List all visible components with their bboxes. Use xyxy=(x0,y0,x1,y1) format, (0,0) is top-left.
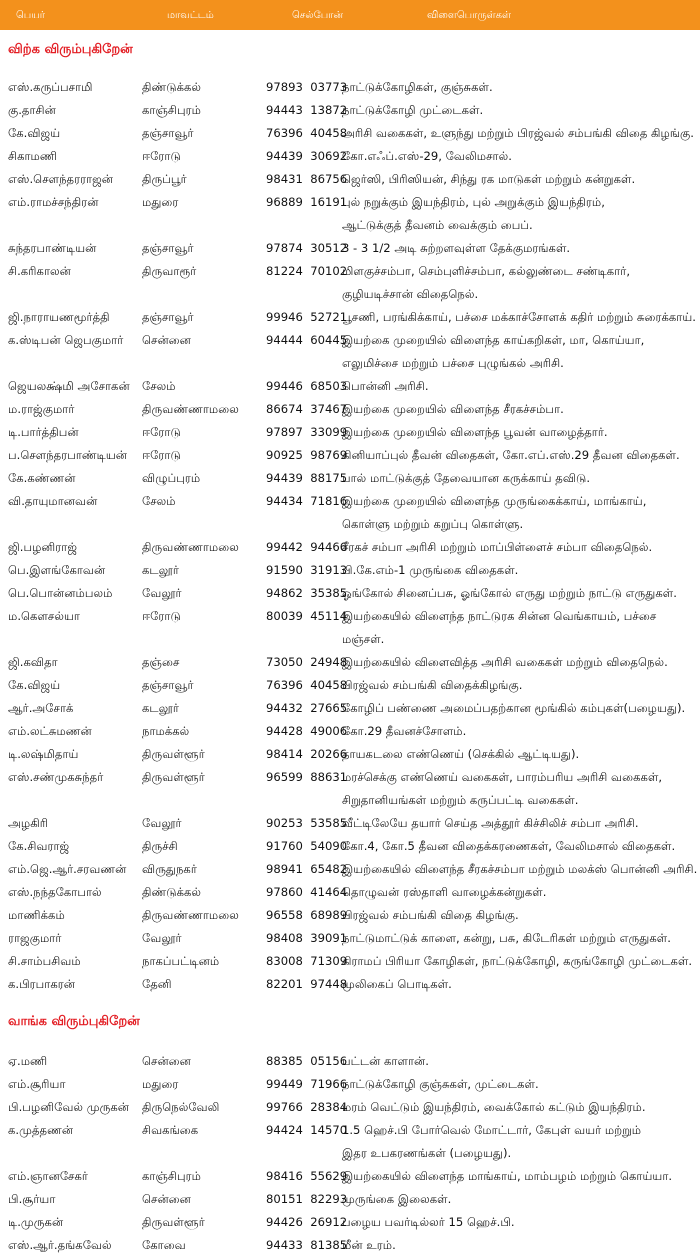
listing-row xyxy=(0,191,700,237)
product-description: ஜெர்ஸி, பிரிஸியன், சிந்து ரக மாடுகள் மற்றும் கன்றுகள். xyxy=(342,172,636,186)
seller-name: ஏ.மணி xyxy=(8,1054,48,1068)
listing-row xyxy=(0,329,700,375)
phone-number: 96599 88631 xyxy=(266,770,348,784)
listing-row xyxy=(0,145,700,168)
product-description: கோ.4, கோ.5 தீவன விதைக்கரணைகள், வேலிமசால் விதைகள். xyxy=(342,839,676,853)
product-description: பிரஜ்வல் சம்பங்கி விதை கிழங்கு. xyxy=(342,908,519,922)
phone-number: 90253 53585 xyxy=(266,816,348,830)
listing-row xyxy=(0,122,700,145)
listing-row xyxy=(0,674,700,697)
seller-name: எம்.ஜெ.ஆர்.சரவணன் xyxy=(8,862,127,876)
listing-row xyxy=(0,697,700,720)
product-description: கிராமப் பிரியா கோழிகள், நாட்டுக்கோழி, கருங்கோழி முட்டைகள். xyxy=(342,954,693,968)
phone-number: 94424 14570 xyxy=(266,1123,348,1137)
phone-number: 99442 94466 xyxy=(266,540,348,554)
district: சேலம் xyxy=(142,379,176,393)
district: சேலம் xyxy=(142,494,176,508)
product-description: மூலிகைப் பொடிகள். xyxy=(342,977,452,991)
seller-name: கே.விஜய் xyxy=(8,678,61,692)
phone-number: 94444 60445 xyxy=(266,333,348,347)
seller-name: ஜி.நாராயணமூர்த்தி xyxy=(8,310,110,324)
product-description: மீன் உரம். xyxy=(342,1238,396,1252)
phone-number: 99946 52721 xyxy=(266,310,348,324)
seller-name: கே.கண்ணன் xyxy=(8,471,76,485)
district: வேலூர் xyxy=(142,586,182,600)
listing-row xyxy=(0,444,700,467)
listing-row xyxy=(0,1165,700,1188)
listing-row xyxy=(0,582,700,605)
seller-name: வி.தாயுமானவன் xyxy=(8,494,98,508)
listing-row xyxy=(0,168,700,191)
district: மதுரை xyxy=(142,1077,179,1091)
listing-row xyxy=(0,260,700,306)
product-description: புல் நறுக்கும் இயந்திரம், புல் அறுக்கும் இயந்திரம், ஆட்டுக்குத் தீவனம் வைக்கும் பைப். xyxy=(342,195,605,232)
seller-name: சுந்தரபாண்டியன் xyxy=(8,241,97,255)
product-description: பொன்னி அரிசி. xyxy=(342,379,429,393)
phone-number: 91760 54090 xyxy=(266,839,348,853)
product-description: பால் மாட்டுக்குத் தேவையான கருக்காய் தவிடு. xyxy=(342,471,591,485)
product-description: தொழுவன் ரஸ்தாளி வாழைக்கன்றுகள். xyxy=(342,885,547,899)
district: காஞ்சிபுரம் xyxy=(142,103,201,117)
seller-name: ப.சௌந்தரபாண்டியன் xyxy=(8,448,128,462)
district: ஈரோடு xyxy=(142,149,181,163)
phone-number: 80151 82293 xyxy=(266,1192,348,1206)
seller-name: டி.பார்த்திபன் xyxy=(8,425,79,439)
product-description: இயற்கையில் விளைந்த நாட்டுரக சின்ன வெங்காயம், பச்சை மஞ்சள். xyxy=(342,609,657,646)
phone-number: 96889 16191 xyxy=(266,195,348,209)
phone-number: 94439 88175 xyxy=(266,471,348,485)
listing-row xyxy=(0,973,700,996)
phone-number: 96558 68989 xyxy=(266,908,348,922)
product-description: இயற்கையில் விளைந்த சீரகச்சம்பா மற்றும் மலக்ஸ் பொன்னி அரிசி. xyxy=(342,862,698,876)
listing-row xyxy=(0,1188,700,1211)
seller-name: எஸ்.ஆர்.தங்கவேல் xyxy=(8,1238,112,1252)
header-district: மாவட்டம் xyxy=(167,10,214,21)
product-description: வீட்டிலேயே தயார் செய்த அத்தூர் கிச்சிலிச் சம்பா அரிசி. xyxy=(342,816,639,830)
phone-number: 97860 41464 xyxy=(266,885,348,899)
listing-row xyxy=(0,651,700,674)
product-description: நாட்டுமாட்டுக் காளை, கன்று, பசு, கிடேரிகள் மற்றும் எருதுகள். xyxy=(342,931,671,945)
district: கடலூர் xyxy=(142,563,179,577)
product-description: பி.கே.எம்-1 முருங்கை விதைகள். xyxy=(342,563,519,577)
district: காஞ்சிபுரம் xyxy=(142,1169,201,1183)
seller-name: எஸ்.நந்தகோபால் xyxy=(8,885,102,899)
district: தஞ்சாவூர் xyxy=(142,126,194,140)
seller-name: ம.ராஜ்குமார் xyxy=(8,402,75,416)
district: திருவள்ளூர் xyxy=(142,747,205,761)
seller-name: டி.லஷ்மிதாய் xyxy=(8,747,79,761)
district: தஞ்சாவூர் xyxy=(142,310,194,324)
phone-number: 91590 31913 xyxy=(266,563,348,577)
seller-name: எம்.ராமச்சந்திரன் xyxy=(8,195,99,209)
phone-number: 94433 81385 xyxy=(266,1238,348,1252)
district: வேலூர் xyxy=(142,931,182,945)
seller-name: எம்.ஞானசேகர் xyxy=(8,1169,88,1183)
product-description: இயற்கையில் விளைந்த மாங்காய், மாம்பழம் மற்றும் கொய்யா. xyxy=(342,1169,673,1183)
phone-number: 97874 30512 xyxy=(266,241,348,255)
product-description: கோழிப் பண்ணை அமைப்பதற்கான மூங்கில் கம்புகள்(பழையது). xyxy=(342,701,686,715)
product-description: மரம் வெட்டும் இயந்திரம், வைக்கோல் கட்டும் இயந்திரம். xyxy=(342,1100,646,1114)
phone-number: 94439 30692 xyxy=(266,149,348,163)
listing-row xyxy=(0,306,700,329)
district: தேனி xyxy=(142,977,172,991)
buy-section-title: வாங்க விரும்புகிறேன் xyxy=(8,1014,140,1029)
phone-number: 86674 37467 xyxy=(266,402,348,416)
phone-number: 88385 05156 xyxy=(266,1054,348,1068)
district: மதுரை xyxy=(142,195,179,209)
district: வேலூர் xyxy=(142,816,182,830)
seller-name: ஜெயலக்ஷ்மி அசோகன் xyxy=(8,379,130,393)
seller-name: எஸ்.சண்முகசுந்தர் xyxy=(8,770,104,784)
phone-number: 94432 27665 xyxy=(266,701,348,715)
district: திருவண்ணாமலை xyxy=(142,402,239,416)
seller-name: ஆர்.அசோக் xyxy=(8,701,74,715)
district: திருநெல்வேலி xyxy=(142,1100,220,1114)
seller-name: எம்.லட்சுமணன் xyxy=(8,724,92,738)
district: திருவண்ணாமலை xyxy=(142,908,239,922)
listing-row xyxy=(0,950,700,973)
seller-name: கு.தாசின் xyxy=(8,103,56,117)
header-name: பெயர் xyxy=(16,10,46,21)
product-description: இயற்கை முறையில் விளைந்த பூவன் வாழைத்தார். xyxy=(342,425,608,439)
listing-row xyxy=(0,1096,700,1119)
product-description: முருங்கை இலைகள். xyxy=(342,1192,452,1206)
product-description: இயற்கை முறையில் விளைந்த சீரகச்சம்பா. xyxy=(342,402,564,416)
product-description: பூசணி, பரங்கிக்காய், பச்சை மக்காச்சோளக் கதிர் மற்றும் சுரைக்காய். xyxy=(342,310,696,324)
phone-number: 94862 35385 xyxy=(266,586,348,600)
district: விழுப்புரம் xyxy=(142,471,201,485)
seller-name: பெ.இளங்கோவன் xyxy=(8,563,106,577)
seller-name: எஸ்.கருப்பசாமி xyxy=(8,80,93,94)
listing-row xyxy=(0,237,700,260)
district: ஈரோடு xyxy=(142,425,181,439)
listing-row xyxy=(0,1073,700,1096)
product-description: இயற்கையில் விளைவித்த அரிசி வகைகள் மற்றும் விதைநெல். xyxy=(342,655,668,669)
listing-row xyxy=(0,904,700,927)
product-description: கினியாப்புல் தீவன் விதைகள், கோ.எப்.எஸ்.29 தீவன விதைகள். xyxy=(342,448,680,462)
district: சென்னை xyxy=(142,333,191,347)
column-header-bar xyxy=(0,0,700,30)
product-description: நாட்டுக்கோழி முட்டைகள். xyxy=(342,103,484,117)
listing-row xyxy=(0,812,700,835)
header-phone: செல்போன் xyxy=(292,10,344,21)
header-items: விளைபொருள்கள் xyxy=(427,10,512,21)
seller-name: ஜி.கவிதா xyxy=(8,655,58,669)
phone-number: 94434 71816 xyxy=(266,494,348,508)
product-description: அரிசி வகைகள், உளுந்து மற்றும் பிரஜ்வல் சம்பங்கி விதை கிழங்கு. xyxy=(342,126,694,140)
phone-number: 99449 71966 xyxy=(266,1077,348,1091)
district: நாகப்பட்டினம் xyxy=(142,954,220,968)
phone-number: 94426 26912 xyxy=(266,1215,348,1229)
seller-name: அழகிரி xyxy=(8,816,49,830)
product-description: 1.5 ஹெச்.பி போர்வெல் மோட்டார், கேபுள் வயர் மற்றும் இதர உபகரணங்கள் (பழையது). xyxy=(342,1123,642,1160)
district: நாமக்கல் xyxy=(142,724,190,738)
district: திருவண்ணாமலை xyxy=(142,540,239,554)
listing-row xyxy=(0,536,700,559)
sell-list xyxy=(0,76,700,996)
phone-number: 94443 13872 xyxy=(266,103,348,117)
district: தஞ்சாவூர் xyxy=(142,241,194,255)
product-description: இயற்கை முறையில் விளைந்த காய்கறிகள், மா, கொய்யா, எலுமிச்சை மற்றும் பச்சை புழுங்கல் அரிசி. xyxy=(342,333,645,370)
seller-name: மாணிக்கம் xyxy=(8,908,65,922)
seller-name: க.ஸ்டிபன் ஜெபகுமார் xyxy=(8,333,124,347)
phone-number: 99766 28384 xyxy=(266,1100,348,1114)
phone-number: 98414 20266 xyxy=(266,747,348,761)
listing-row xyxy=(0,835,700,858)
district: திருவாரூர் xyxy=(142,264,197,278)
seller-name: எஸ்.சௌந்தரராஜன் xyxy=(8,172,114,186)
listing-row xyxy=(0,490,700,536)
listing-row xyxy=(0,743,700,766)
phone-number: 90925 98769 xyxy=(266,448,348,462)
listing-row xyxy=(0,99,700,122)
district: விருதுநகர் xyxy=(142,862,197,876)
listing-row xyxy=(0,881,700,904)
listing-row xyxy=(0,605,700,651)
product-description: பிரஜ்வல் சம்பங்கி விதைக்கிழங்கு. xyxy=(342,678,523,692)
phone-number: 98416 55629 xyxy=(266,1169,348,1183)
listing-row xyxy=(0,720,700,743)
seller-name: பி.பழனிவேல் முருகன் xyxy=(8,1100,129,1114)
seller-name: கே.சிவராஜ் xyxy=(8,839,70,853)
phone-number: 82201 97448 xyxy=(266,977,348,991)
district: சென்னை xyxy=(142,1054,191,1068)
seller-name: சி.கரிகாலன் xyxy=(8,264,71,278)
district: ஈரோடு xyxy=(142,609,181,623)
product-description: நாட்டுக்கோழிகள், குஞ்சுகள். xyxy=(342,80,493,94)
district: திண்டுக்கல் xyxy=(142,80,202,94)
district: திருவள்ளூர் xyxy=(142,1215,205,1229)
phone-number: 97897 33099 xyxy=(266,425,348,439)
district: கோவை xyxy=(142,1238,186,1252)
seller-name: சி.சாம்பசிவம் xyxy=(8,954,81,968)
product-description: கோ.எஃப்.எஸ்-29, வேலிமசால். xyxy=(342,149,512,163)
district: சென்னை xyxy=(142,1192,191,1206)
seller-name: க.பிரபாகரன் xyxy=(8,977,75,991)
listing-row xyxy=(0,1119,700,1165)
product-description: கோ.29 தீவனச்சோளம். xyxy=(342,724,467,738)
product-description: மரச்செக்கு எண்ணெய் வகைகள், பாரம்பரிய அரிசி வகைகள், சிறுதானியங்கள் மற்றும் கருப்பட்டி வகைகள். xyxy=(342,770,663,807)
seller-name: ம.கௌசல்யா xyxy=(8,609,80,623)
seller-name: எம்.சூரியா xyxy=(8,1077,66,1091)
product-description: சீரகச் சம்பா அரிசி மற்றும் மாப்பிள்ளைச் சம்பா விதைநெல். xyxy=(342,540,653,554)
seller-name: சிகாமணி xyxy=(8,149,58,163)
product-description: பட்டன் காளான். xyxy=(342,1054,429,1068)
phone-number: 98941 65482 xyxy=(266,862,348,876)
listing-row xyxy=(0,559,700,582)
listing-row xyxy=(0,467,700,490)
seller-name: கே.விஜய் xyxy=(8,126,61,140)
listing-row xyxy=(0,927,700,950)
district: திருவள்ளூர் xyxy=(142,770,205,784)
phone-number: 76396 40458 xyxy=(266,126,348,140)
district: ஈரோடு xyxy=(142,448,181,462)
seller-name: ராஜகுமார் xyxy=(8,931,62,945)
listing-row xyxy=(0,76,700,99)
phone-number: 97893 03773 xyxy=(266,80,348,94)
listing-row xyxy=(0,421,700,444)
product-description: இயற்கை முறையில் விளைந்த முருங்கைக்காய், மாங்காய், கொள்ளு மற்றும் கறுப்பு கொள்ளு. xyxy=(342,494,647,531)
product-description: நாட்டுக்கோழி குஞ்சுகள், முட்டைகள். xyxy=(342,1077,539,1091)
district: சிவகங்கை xyxy=(142,1123,199,1137)
district: திருப்பூர் xyxy=(142,172,187,186)
product-description: ஓங்கோல் சினைப்பசு, ஓங்கோல் எருது மற்றும் நாட்டு எருதுகள். xyxy=(342,586,677,600)
seller-name: க.முத்தணன் xyxy=(8,1123,74,1137)
listing-row xyxy=(0,375,700,398)
phone-number: 76396 40458 xyxy=(266,678,348,692)
buy-list xyxy=(0,1050,700,1257)
phone-number: 94428 49006 xyxy=(266,724,348,738)
seller-name: பெ.பொன்னம்பலம் xyxy=(8,586,113,600)
phone-number: 80039 45114 xyxy=(266,609,348,623)
district: கடலூர் xyxy=(142,701,179,715)
district: திண்டுக்கல் xyxy=(142,885,202,899)
phone-number: 98408 39091 xyxy=(266,931,348,945)
phone-number: 81224 70102 xyxy=(266,264,348,278)
district: திருச்சி xyxy=(142,839,178,853)
product-description: 3 - 3 1/2 அடி சுற்றளவுள்ள தேக்குமரங்கள். xyxy=(342,241,571,255)
phone-number: 73050 24948 xyxy=(266,655,348,669)
seller-name: ஜி.பழனிராஜ் xyxy=(8,540,78,554)
listing-row xyxy=(0,398,700,421)
district: தஞ்சாவூர் xyxy=(142,678,194,692)
sell-section-title: விற்க விரும்புகிறேன் xyxy=(8,42,133,57)
product-description: தாயகடலை எண்ணெய் (செக்கில் ஆட்டியது). xyxy=(342,747,580,761)
phone-number: 98431 86756 xyxy=(266,172,348,186)
phone-number: 83008 71309 xyxy=(266,954,348,968)
listing-row xyxy=(0,1050,700,1073)
product-description: பழைய பவர்டில்லர் 15 ஹெச்.பி. xyxy=(342,1215,515,1229)
seller-name: பி.சூர்யா xyxy=(8,1192,56,1206)
listing-row xyxy=(0,1234,700,1257)
listing-row xyxy=(0,766,700,812)
phone-number: 99446 68503 xyxy=(266,379,348,393)
seller-name: டி.முருகன் xyxy=(8,1215,64,1229)
district: தஞ்சை xyxy=(142,655,180,669)
listing-row xyxy=(0,858,700,881)
product-description: மிளகுச்சம்பா, செம்புளிச்சம்பா, கல்லுண்டை சண்டிகார், குழியடிச்சான் விதைநெல். xyxy=(342,264,631,301)
